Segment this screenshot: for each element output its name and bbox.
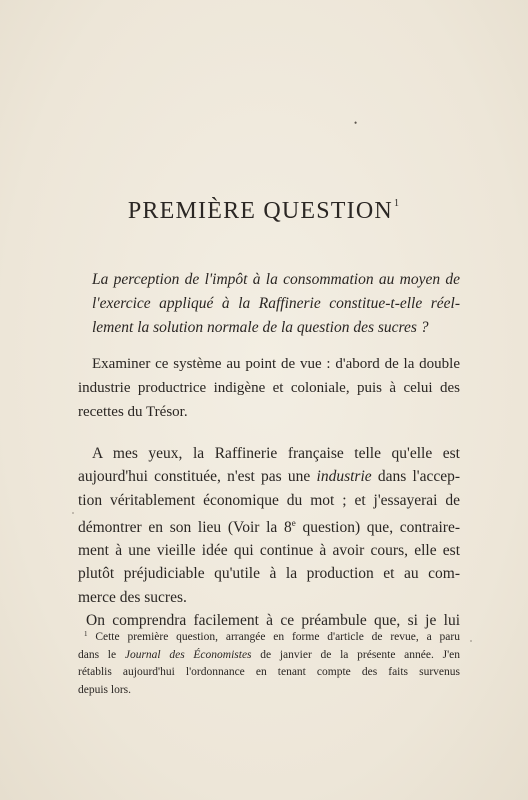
footnote-line: rétablis aujourd'hui l'ordonnance en tenant compte des faits survenus (78, 666, 460, 678)
body-line: ment à une vieille idée qui continue à avoir cours, elle est (78, 542, 460, 560)
footnote-line (78, 626, 460, 647)
question-line: l'exercice appliqué à la Raffinerie constitue-t-elle réel- (92, 295, 460, 312)
body-emphasis: industrie (316, 468, 372, 486)
journal-title: Journal des Économistes (124, 648, 252, 661)
intro-line: Examiner ce système au point de vue : d'abord de la double (92, 356, 460, 372)
body-paragraph (78, 442, 460, 632)
footnote-line: depuis lors. (78, 683, 132, 696)
footnote-line-text: de janvier de la présente année. J'en (251, 648, 460, 661)
intro-line: recettes du Trésor. (78, 404, 188, 420)
question-paragraph (78, 268, 460, 340)
title-footnote-ref: 1 (393, 198, 401, 209)
body-line-text: dans l'accep- (377, 468, 461, 486)
body-line-text: aujourd'hui constituée, n'est pas une (78, 468, 311, 486)
chapter-title (0, 198, 528, 225)
footnote-line-text: Cette première question, arrangée en forme d'article de revue, a paru (87, 631, 460, 643)
footnote-line-text: dans le (78, 648, 125, 661)
body-line: A mes yeux, la Raffinerie française telle qu'elle est (92, 445, 460, 462)
body-line: tion véritablement économique du mot ; et j'essayerai de (78, 491, 460, 509)
paper-speck (72, 512, 74, 514)
chapter-title-text: PREMIÈRE QUESTION (127, 198, 393, 224)
footnote-marker: 1 (84, 630, 88, 638)
body-line (78, 465, 460, 488)
question-line: La perception de l'impôt à la consommation au moyen de (92, 271, 460, 288)
intro-line: industrie productrice indigène et coloniale, puis à celui des (78, 380, 460, 396)
question-line: lement la solution normale de la question des sucres ? (92, 319, 429, 336)
footnote (78, 626, 460, 699)
ordinal-sup: e (291, 517, 296, 528)
intro-paragraph (78, 352, 460, 424)
body-line: plutôt préjudiciable qu'utile à la production et au com- (78, 565, 460, 583)
body-line: On comprendra facilement à ce préambule que, si je lui (86, 612, 460, 630)
body-line (78, 512, 460, 539)
body-line: merce des sucres. (78, 588, 187, 606)
body-line-text: question) que, contraire- (295, 518, 460, 536)
footnote-line (78, 647, 460, 665)
page-mark: • (354, 118, 358, 128)
body-line-text: démontrer en son lieu (Voir la 8 (78, 518, 292, 536)
paper-speck (470, 640, 472, 642)
